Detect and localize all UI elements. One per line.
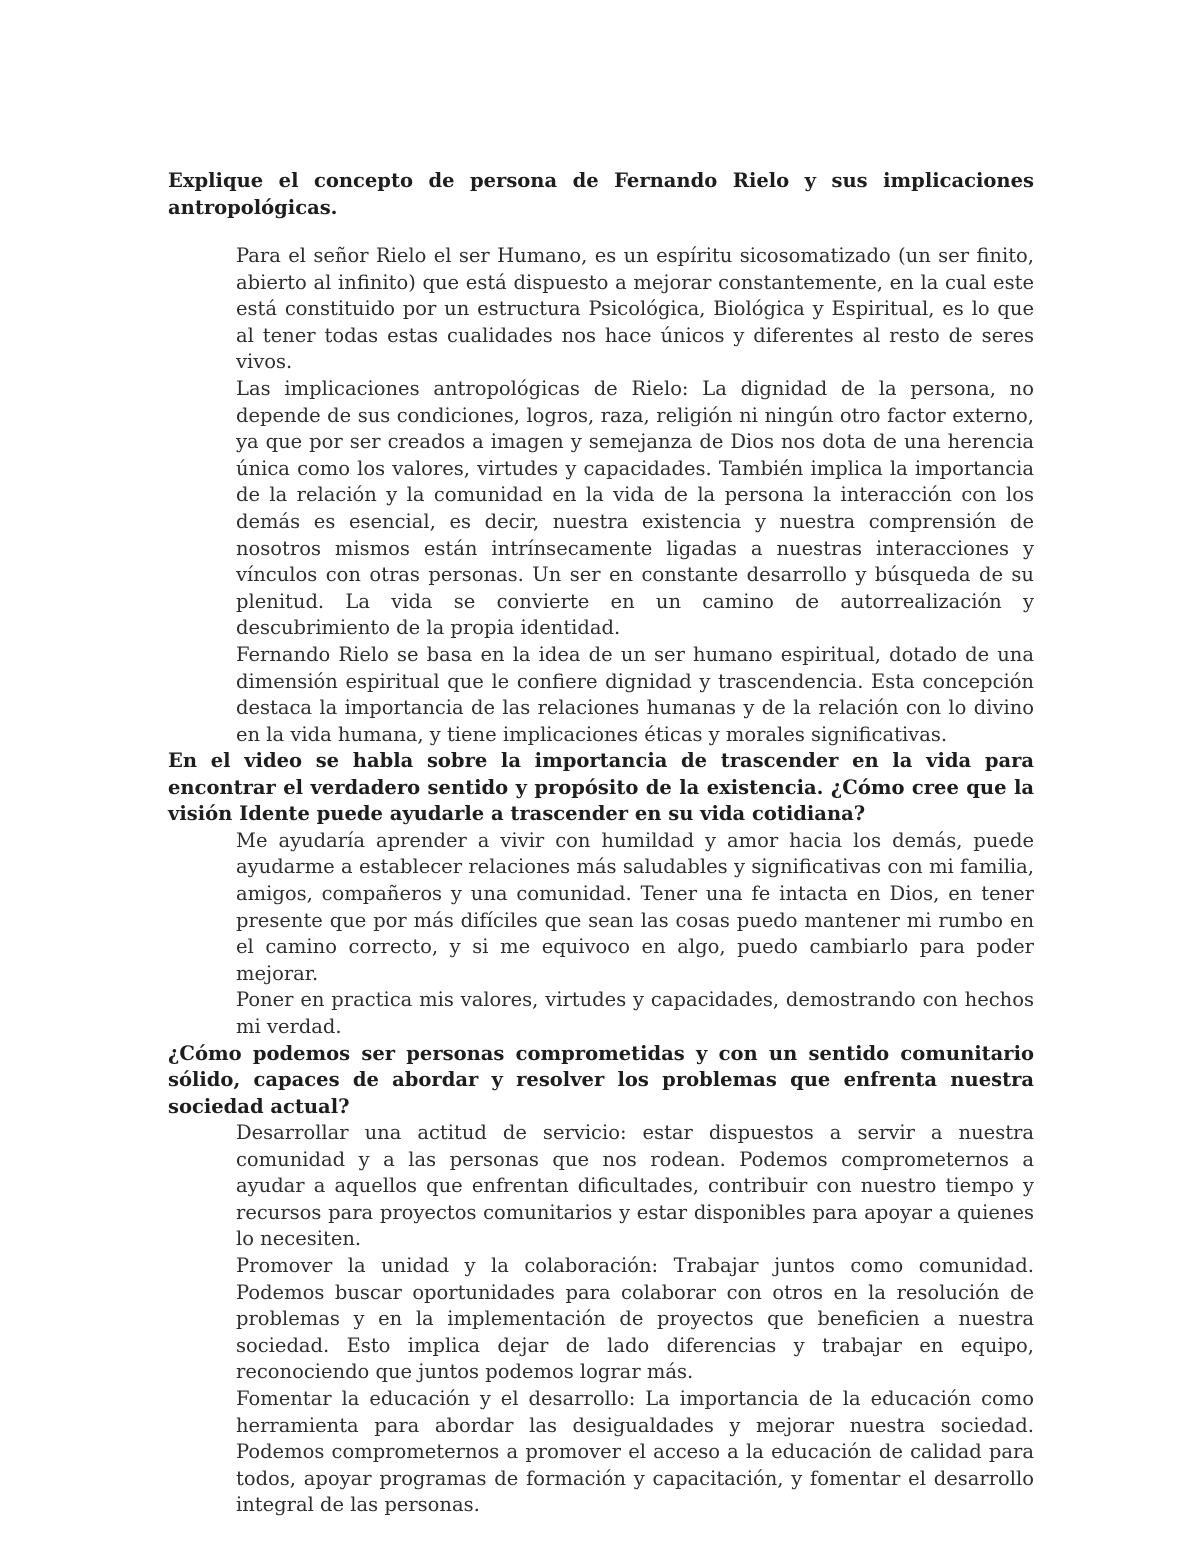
answer-1-paragraph-2: Las implicaciones antropológicas de Rielo: La dignidad de la persona, no depende de sus condiciones, logros, raza, religión ni ningún otro factor externo, ya que por ser creados a imagen y semejanza de Dios nos dota de una herencia única como los valores, virtudes y capacidades. También implica la importancia de la relación y la comunidad en la vida de la persona la interacción con los demás es esencial, es decir, nuestra existencia y nuestra comprensión de nosotros mismos están intrínsecamente ligadas a nuestras interacciones y vínculos con otras personas. Un ser en constante desarrollo y búsqueda de su plenitud. La vida se convierte en un camino de autorrealización y descubrimiento de la propia identidad. (236, 376, 1034, 640)
answer-3-paragraph-3: Fomentar la educación y el desarrollo: La importancia de la educación como herramienta para abordar las desigualdades y mejorar nuestra sociedad. Podemos comprometernos a promover el acceso a la educación de calidad para todos, apoyar programas de formación y capacitación, y fomentar el desarrollo integral de las personas. (236, 1386, 1034, 1517)
answer-3-paragraph-2: Promover la unidad y la colaboración: Trabajar juntos como comunidad. Podemos buscar oportunidades para colaborar con otros en la resolución de problemas y en la implementación de proyectos que beneficien a nuestra sociedad. Esto implica dejar de lado diferencias y trabajar en equipo, reconociendo que juntos podemos lograr más. (236, 1254, 1034, 1384)
answer-2-paragraph-2: Poner en practica mis valores, virtudes y capacidades, demostrando con hechos mi verdad. (236, 988, 1034, 1038)
answer-1-paragraph-3: Fernando Rielo se basa en la idea de un ser humano espiritual, dotado de una dimensión espiritual que le confiere dignidad y trascendencia. Esta concepción destaca la importancia de las relaciones humanas y de la relación con lo divino en la vida humana, y tiene implicaciones éticas y morales significativas. (236, 642, 1034, 746)
answer-3-block (236, 1120, 1034, 1519)
answer-1-block (236, 243, 1034, 748)
answer-2-block (236, 828, 1034, 1041)
answer-3-paragraph-1: Desarrollar una actitud de servicio: estar dispuestos a servir a nuestra comunidad y a las personas que nos rodean. Podemos comprometernos a ayudar a aquellos que enfrentan dificultades, contribuir con nuestro tiempo y recursos para proyectos comunitarios y estar disponibles para apoyar a quienes lo necesiten. (236, 1121, 1034, 1251)
question-3-heading: ¿Cómo podemos ser personas comprometidas y con un sentido comunitario sólido, capaces de abordar y resolver los problemas que enfrenta nuestra sociedad actual? (168, 1041, 1034, 1118)
answer-1-paragraph-1: Para el señor Rielo el ser Humano, es un espíritu sicosomatizado (un ser finito, abierto al infinito) que está dispuesto a mejorar constantemente, en la cual este está constituido por un estructura Psicológica, Biológica y Espiritual, es lo que al tener todas estas cualidades nos hace únicos y diferentes al resto de seres vivos. (236, 244, 1034, 374)
answer-2-paragraph-1: Me ayudaría aprender a vivir con humildad y amor hacia los demás, puede ayudarme a establecer relaciones más saludables y significativas con mi familia, amigos, compañeros y una comunidad. Tener una fe intacta en Dios, en tener presente que por más difíciles que sean las cosas puedo mantener mi rumbo en el camino correcto, y si me equivoco en algo, puedo cambiarlo para poder mejorar. (236, 828, 1034, 985)
question-1-heading: Explique el concepto de persona de Fernando Rielo y sus implicaciones antropológicas. (168, 169, 1034, 219)
document-body (168, 168, 1034, 1519)
question-2-heading: En el video se habla sobre la importancia de trascender en la vida para encontrar el verdadero sentido y propósito de la existencia. ¿Cómo cree que la visión Idente puede ayudarle a trascender en su vida cotidiana? (168, 749, 1034, 826)
